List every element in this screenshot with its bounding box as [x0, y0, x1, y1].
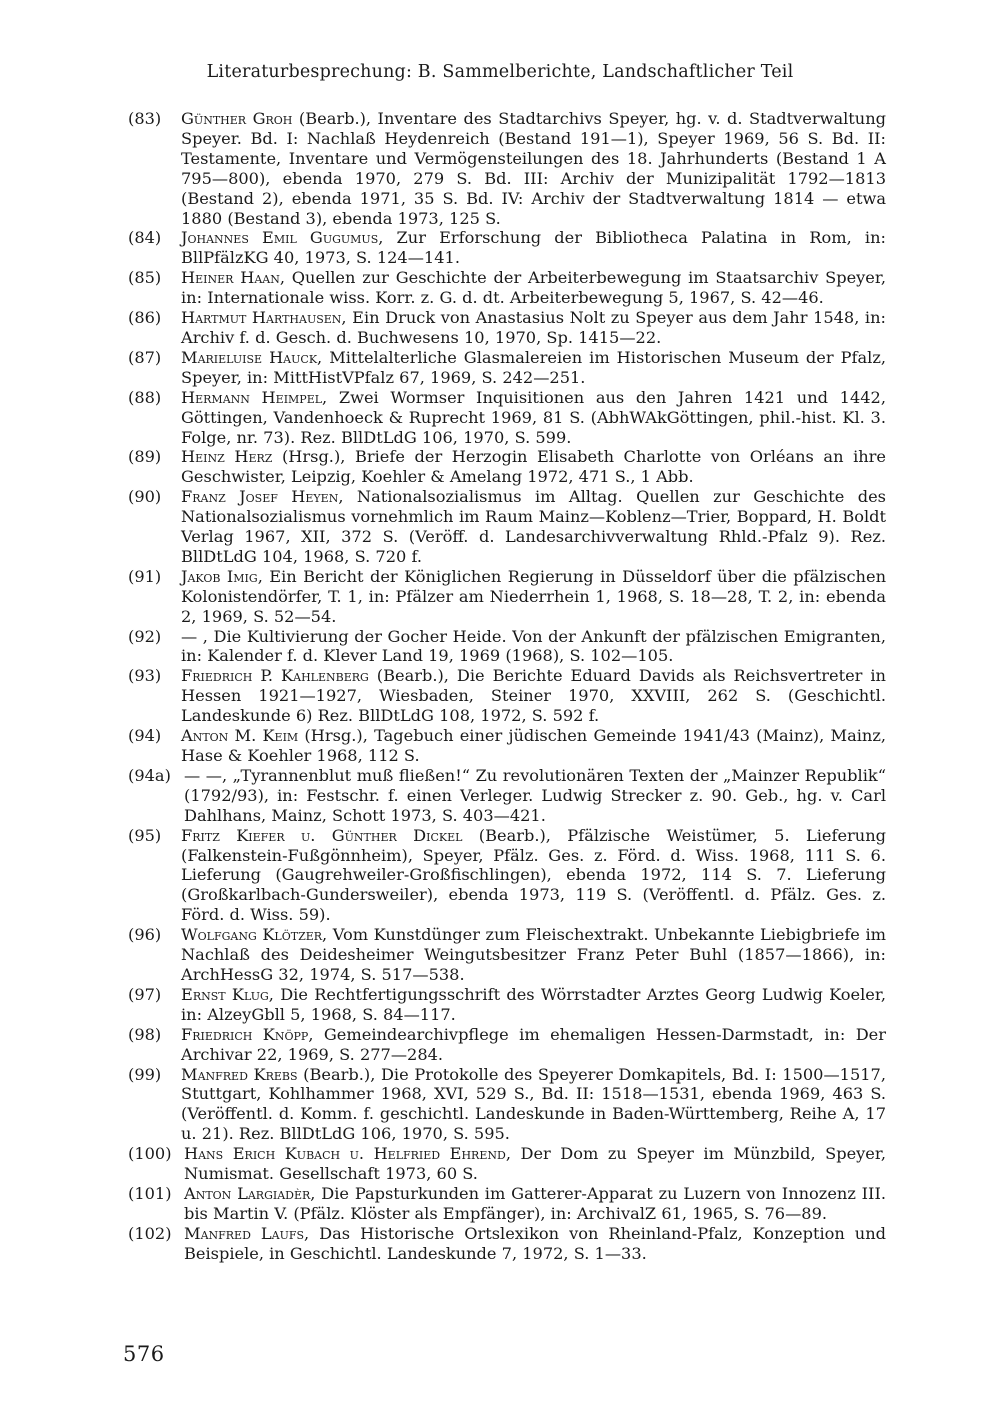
entry-text: (Hrsg.), Briefe der Herzogin Elisabeth Charlotte von Orléans an ihre Geschwister, Leipzig, Koehler & Amelang 1972, 471 S., 1 Abb.	[181, 447, 886, 487]
entry-author: Jakob Imig	[181, 566, 258, 586]
entry-text: , Vom Kunstdünger zum Fleischextrakt. Unbekannte Liebigbriefe im Nachlaß des Deidesheimer Weingutsbesitzer Franz Peter Buhl (1857—1866), in: ArchHessG 32, 1974, S. 517—538.	[181, 925, 887, 984]
entry-author: Friedrich P. Kahlenberg	[181, 666, 369, 686]
entry-author: Manfred Laufs	[184, 1223, 305, 1243]
entry-number: (87)	[128, 347, 162, 367]
bibliography-entry	[128, 1144, 886, 1184]
entry-author: Manfred Krebs	[181, 1064, 298, 1084]
bibliography-entry	[128, 308, 886, 348]
entry-author: Wolfgang Klötzer	[181, 925, 323, 945]
bibliography-entry	[128, 348, 886, 388]
entry-number: (85)	[128, 268, 162, 288]
bibliography-entry	[128, 268, 886, 308]
bibliography-entry	[128, 1025, 886, 1065]
entry-number: (94)	[128, 726, 162, 746]
bibliography-entry	[128, 925, 886, 985]
entry-author: Hans Erich Kubach u. Helfried Ehrend	[184, 1144, 506, 1164]
entry-number: (99)	[128, 1064, 162, 1084]
bibliography-entry	[128, 567, 886, 627]
running-head: Literaturbesprechung: B. Sammelberichte, Landschaftlicher Teil	[206, 62, 794, 82]
bibliography-entry	[128, 826, 886, 926]
entry-number: (94a)	[128, 765, 171, 785]
entry-text: , Die Rechtfertigungsschrift des Wörrstadter Arztes Georg Ludwig Koeler, in: AlzeyGbll 5, 1968, S. 84—117.	[181, 984, 886, 1024]
entry-number: (101)	[128, 1183, 172, 1203]
entry-text: , Der Dom zu Speyer im Münzbild, Speyer, Numismat. Gesellschaft 1973, 60 S.	[184, 1144, 886, 1184]
entry-text: , Mittelalterliche Glasmalereien im Historischen Museum der Pfalz, Speyer, in: MittHistVPfalz 67, 1969, S. 242—251.	[181, 347, 886, 387]
entry-number: (96)	[128, 925, 162, 945]
entry-number: (90)	[128, 487, 162, 507]
entry-author: Hermann Heimpel	[181, 387, 323, 407]
entry-text: — , Die Kultivierung der Gocher Heide. Von der Ankunft der pfälzischen Emigranten, in: Kalender f. d. Klever Land 19, 1969 (1968), S. 102—105.	[181, 626, 886, 666]
bibliography-entry	[128, 766, 886, 826]
entry-text: — —, „Tyrannenblut muß fließen!“ Zu revolutionären Texten der „Mainzer Republik“ (1792/93), in: Festschr. f. einen Verleger. Ludwig Strecker z. 90. Geb., hg. v. Carl Dahlhans, Mainz, Schott 1973, S. 403—421.	[184, 765, 886, 825]
bibliography-entry	[128, 1224, 886, 1264]
entry-number: (83)	[128, 109, 162, 128]
bibliography-entry	[128, 109, 886, 228]
entry-author: Marieluise Hauck	[181, 347, 318, 367]
bibliography-entry	[128, 985, 886, 1025]
entry-author: Franz Josef Heyen	[181, 487, 339, 507]
entry-author: Anton M. Keim	[181, 726, 299, 746]
bibliography-entry	[128, 228, 886, 268]
entry-author: Anton Largiadèr	[184, 1183, 311, 1203]
page-number: 576	[123, 1342, 165, 1366]
entry-number: (86)	[128, 308, 162, 328]
entry-number: (84)	[128, 228, 162, 248]
entry-number: (89)	[128, 447, 162, 467]
entry-number: (98)	[128, 1024, 162, 1044]
bibliography-entry	[128, 1184, 886, 1224]
entry-number: (92)	[128, 626, 162, 646]
entry-author: Hartmut Harthausen	[181, 308, 342, 328]
entry-author: Ernst Klug	[181, 984, 269, 1004]
entry-text: (Hrsg.), Tagebuch einer jüdischen Gemeinde 1941/43 (Mainz), Mainz, Hase & Koehler 1968, 112 S.	[181, 726, 886, 765]
entry-text: , Das Historische Ortslexikon von Rheinland-Pfalz, Konzeption und Beispiele, in Geschichtl. Landeskunde 7, 1972, S. 1—33.	[184, 1223, 886, 1263]
entry-text: (Bearb.), Die Protokolle des Speyerer Domkapitels, Bd. I: 1500—1517, Stuttgart, Kohlhammer 1968, XVI, 529 S., Bd. II: 1518—1531, ebenda 1969, 463 S. (Veröffentl. d. Komm. f. geschichtl. Landeskunde in Baden-Württemberg, Reihe A, 17 u. 21). Rez. BllDtLdG 106, 1970, S. 595.	[181, 1064, 886, 1144]
entry-author: Günther Groh	[181, 109, 293, 128]
entry-number: (95)	[128, 825, 162, 845]
entry-number: (102)	[128, 1223, 172, 1243]
bibliography-entry	[128, 447, 886, 487]
entry-text: (Bearb.), Pfälzische Weistümer, 5. Lieferung (Falkenstein-Fußgönnheim), Speyer, Pfälz. Ges. z. Förd. d. Wiss. 1968, 111 S. 6. Lieferung (Gaugrehweiler-Großfischlingen), ebenda 1972, 114 S. 7. Lieferung (Großkarlbach-Gundersweiler), ebenda 1973, 119 S. (Veröffentl. d. Pfälz. Ges. z. Förd. d. Wiss. 59).	[181, 825, 886, 925]
entry-text: , Die Papsturkunden im Gatterer-Apparat zu Luzern von Innozenz III. bis Martin V. (Pfälz. Klöster als Empfänger), in: ArchivalZ 61, 1965, S. 76—89.	[184, 1183, 886, 1223]
entry-text: , Ein Druck von Anastasius Nolt zu Speyer aus dem Jahr 1548, in: Archiv f. d. Gesch. d. Buchwesens 10, 1970, Sp. 1415—22.	[181, 308, 886, 347]
bibliography-entry	[128, 627, 886, 667]
entry-number: (91)	[128, 566, 162, 586]
entry-text: , Ein Bericht der Königlichen Regierung in Düsseldorf über die pfälzischen Kolonistendörfer, T. 1, in: Pfälzer am Niederrhein 1, 1968, S. 18—28, T. 2, in: ebenda 2, 1969, S. 52—54.	[181, 566, 886, 626]
entry-number: (88)	[128, 387, 162, 407]
entry-number: (97)	[128, 984, 162, 1004]
bibliography-entry	[128, 388, 886, 448]
entry-text: (Bearb.), Inventare des Stadtarchivs Speyer, hg. v. d. Stadtverwaltung Speyer. Bd. I: Nachlaß Heydenreich (Bestand 191—1), Speyer 1969, 56 S. Bd. II: Testamente, Inventare und Vermögensteilungen des 18. Jahrhunderts (Bestand 1 A 795—800), ebenda 1970, 279 S. Bd. III: Archiv der Munizipalität 1792—1813 (Bestand 2), ebenda 1971, 35 S. Bd. IV: Archiv der Stadtverwaltung 1814 — etwa 1880 (Bestand 3), ebenda 1973, 125 S.	[181, 109, 887, 228]
bibliography-entry	[128, 666, 886, 726]
entry-author: Heiner Haan	[181, 268, 280, 288]
entry-author: Fritz Kiefer u. Günther Dickel	[181, 825, 463, 845]
entry-author: Heinz Herz	[181, 447, 273, 467]
entry-text: , Nationalsozialismus im Alltag. Quellen zur Geschichte des Nationalsozialismus vornehmlich im Raum Mainz—Koblenz—Trier, Boppard, H. Boldt Verlag 1967, XII, 372 S. (Veröff. d. Landesarchivverwaltung Rhld.-Pfalz 9). Rez. BllDtLdG 104, 1968, S. 720 f.	[181, 487, 886, 566]
entry-number: (100)	[128, 1144, 172, 1164]
entry-text: , Quellen zur Geschichte der Arbeiterbewegung im Staatsarchiv Speyer, in: Internationale wiss. Korr. z. G. d. dt. Arbeiterbewegung 5, 1967, S. 42—46.	[181, 268, 886, 308]
bibliography-list	[128, 109, 886, 1264]
entry-text: (Bearb.), Die Berichte Eduard Davids als Reichsvertreter in Hessen 1921—1927, Wiesbaden, Steiner 1970, XXVIII, 262 S. (Geschichtl. Landeskunde 6) Rez. BllDtLdG 108, 1972, S. 592 f.	[181, 666, 886, 726]
bibliography-entry	[128, 487, 886, 567]
entry-author: Johannes Emil Gugumus	[181, 228, 379, 248]
entry-text: , Zur Erforschung der Bibliotheca Palatina in Rom, in: BllPfälzKG 40, 1973, S. 124—141.	[181, 228, 886, 268]
entry-text: , Gemeindearchivpflege im ehemaligen Hessen-Darmstadt, in: Der Archivar 22, 1969, S. 277—284.	[181, 1024, 886, 1064]
entry-author: Friedrich Knöpp	[181, 1024, 309, 1044]
bibliography-entry	[128, 1065, 886, 1145]
entry-text: , Zwei Wormser Inquisitionen aus den Jahren 1421 und 1442, Göttingen, Vandenhoeck & Ruprecht 1969, 81 S. (AbhWAkGöttingen, phil.-hist. Kl. 3. Folge, nr. 73). Rez. BllDtLdG 106, 1970, S. 599.	[181, 387, 886, 447]
entry-number: (93)	[128, 666, 162, 686]
bibliography-entry	[128, 726, 886, 766]
